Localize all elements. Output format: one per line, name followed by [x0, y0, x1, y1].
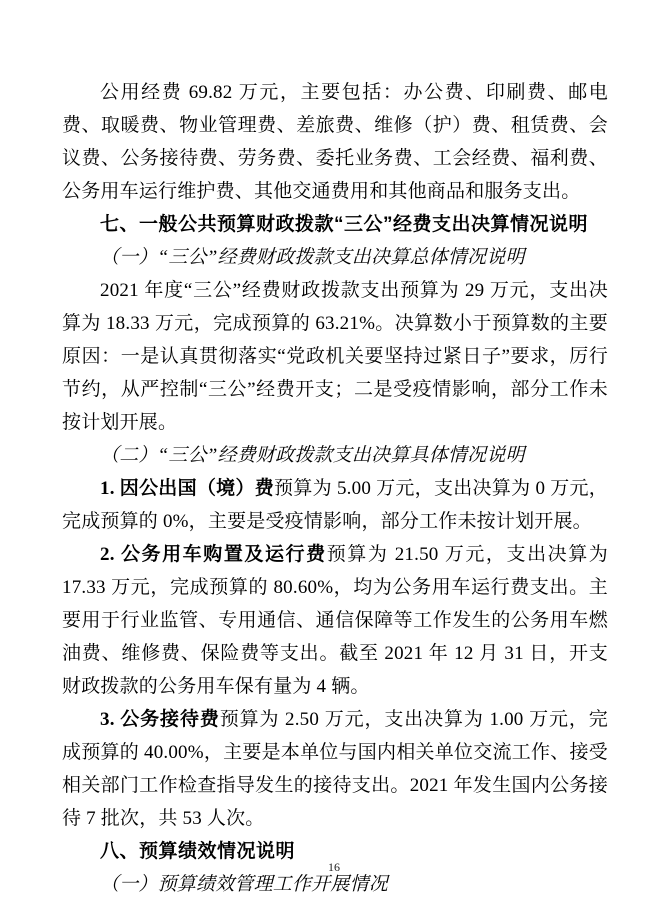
heading-section-8: 八、预算绩效情况说明: [100, 841, 296, 862]
paragraph-overall-situation: 2021 年度“三公”经费财政拨款支出预算为 29 万元，支出决算为 18.33 万元，完成预算的 63.21%。决算数小于预算数的主要原因：一是认真贯彻落实“党政机关要坚持过紧日子”要求，厉行节约，从严控制“三公”经费开支；二是受疫情影响，部分工作未按计划开展。: [62, 280, 608, 433]
item-1-text: 预算为 5.00 万元，支出决算为 0 万元，完成预算的 0%，主要是受疫情影响，部分工作未按计划开展。: [62, 478, 608, 532]
subheading-7-2: （二）“三公”经费财政拨款支出决算具体情况说明: [100, 445, 525, 466]
item-2-lead: 2. 公务用车购置及运行费: [100, 544, 327, 565]
subheading-8-1: （一）预算绩效管理工作开展情况: [100, 874, 389, 895]
item-3-lead: 3. 公务接待费: [100, 709, 220, 730]
paragraph-item-vehicle-expense: [62, 538, 608, 703]
page-number: 16: [328, 860, 340, 874]
subheading-7-1: （一）“三公”经费财政拨款支出决算总体情况说明: [100, 247, 525, 268]
item-3-text: 预算为 2.50 万元，支出决算为 1.00 万元，完成预算的 40.00%，主要是本单位与国内相关单位交流工作、接受相关部门工作检查指导发生的接待支出。2021 年发生国内公务接待 7 批次，共 53 人次。: [62, 709, 608, 829]
paragraph-item-reception-expense: [62, 703, 608, 835]
paragraph-public-funds: 公用经费 69.82 万元，主要包括：办公费、印刷费、邮电费、取暖费、物业管理费、差旅费、维修（护）费、租赁费、会议费、公务接待费、劳务费、委托业务费、工会经费、福利费、公务用车运行维护费、其他交通费用和其他商品和服务支出。: [62, 82, 608, 202]
item-1-lead: 1. 因公出国（境）费: [100, 478, 275, 499]
item-2-text: 预算为 21.50 万元，支出决算为 17.33 万元，完成预算的 80.60%，均为公务用车运行费支出。主要用于行业监管、专用通信、通信保障等工作发生的公务用车燃油费、维修费、保险费等支出。截至 2021 年 12 月 31 日，开支财政拨款的公务用车保有量为 4 辆。: [62, 544, 608, 697]
paragraph-item-abroad-expense: [62, 472, 608, 538]
heading-section-7: 七、一般公共预算财政拨款“三公”经费支出决算情况说明: [100, 214, 589, 235]
